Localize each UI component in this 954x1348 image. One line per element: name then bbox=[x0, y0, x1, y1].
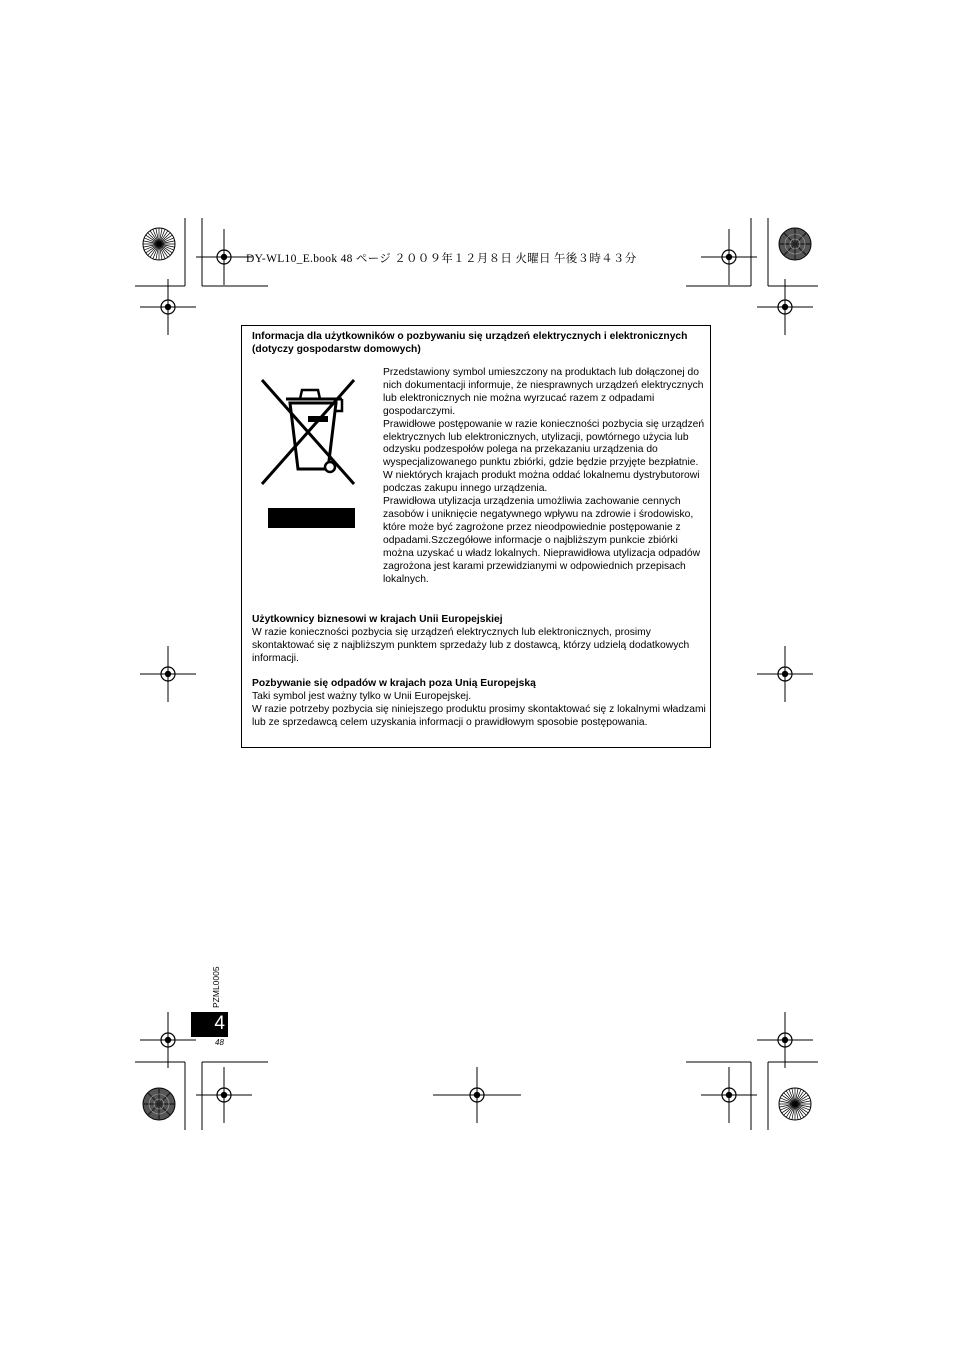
intro-paragraph: Prawidłowa utylizacja urządzenia umożliwia zachowanie cennych zasobów i uniknięcie negatywnego wpływu na zdrowie i środowisko, które może być zagrożone przez nieodpowiednie postępowanie z odpadami.Szczegółowe informacje o najbliższym punkcie zbiórki można uzyskać u władz lokalnych. Nieprawidłowa utylizacja odpadów zagrożona jest karami przewidzianymi w odpowiednich przepisach lokalnych. bbox=[383, 496, 701, 585]
business-users-section bbox=[252, 614, 707, 666]
disposal-notice-box bbox=[241, 325, 711, 748]
page-tab-number: 4 bbox=[214, 1013, 225, 1034]
crossed-out-bin-icon bbox=[256, 374, 366, 504]
business-heading: Użytkownicy biznesowi w krajach Unii Europejskiej bbox=[252, 614, 503, 625]
outside-eu-text: W razie potrzeby pozbycia się niniejszego produktu prosimy skontaktować się z lokalnymi władzami lub ze sprzedawcą celem uzyskania informacji o prawidłowym sposobie postępowania. bbox=[252, 703, 706, 728]
outside-eu-text: Taki symbol jest ważny tylko w Unii Europejskej. bbox=[252, 690, 472, 702]
intro-paragraph: Przedstawiony symbol umieszczony na produktach lub dołączonej do nich dokumentacji informuje, że niesprawnych urządzeń elektrycznych lub elektronicznych nie można wyrzucać razem z odpadami gospodarczymi. bbox=[383, 367, 704, 417]
page-tab bbox=[191, 1012, 228, 1037]
outside-eu-heading: Pozbywanie się odpadów w krajach poza Unią Europejską bbox=[252, 678, 536, 689]
page-number: 48 bbox=[215, 1038, 224, 1047]
outside-eu-section bbox=[252, 678, 707, 730]
print-header: DY-WL10_E.book 48 ページ ２００９年１２月８日 火曜日 午後３時４３分 bbox=[246, 253, 637, 265]
business-text: W razie konieczności pozbycia się urządzeń elektrycznych lub elektronicznych, prosimy skontaktować się z najbliższym punktem sprzedaży lub z dostawcą, którzy udzielą dodatkowych informacji. bbox=[252, 626, 690, 664]
weee-symbol bbox=[256, 374, 356, 534]
notice-title: Informacja dla użytkowników o pozbywaniu się urządzeń elektrycznych i elektronicznych (dotyczy gospodarstw domowych) bbox=[252, 331, 688, 355]
intro-text bbox=[383, 367, 708, 586]
doc-code: PZML0005 bbox=[211, 966, 221, 1008]
intro-paragraph: Prawidłowe postępowanie w razie konieczności pozbycia się urządzeń elektrycznych lub elektronicznych, utylizacji, powtórnego użycia lub odzysku podzespołów polega na przekazaniu urządzenia do wyspecjalizowanego punktu zbiórki, gdzie będzie przyjęte bezpłatnie. W niektórych krajach produkt można oddać lokalnemu dystrybutorowi podczas zakupu innego urządzenia. bbox=[383, 418, 705, 495]
weee-black-bar bbox=[268, 508, 355, 528]
